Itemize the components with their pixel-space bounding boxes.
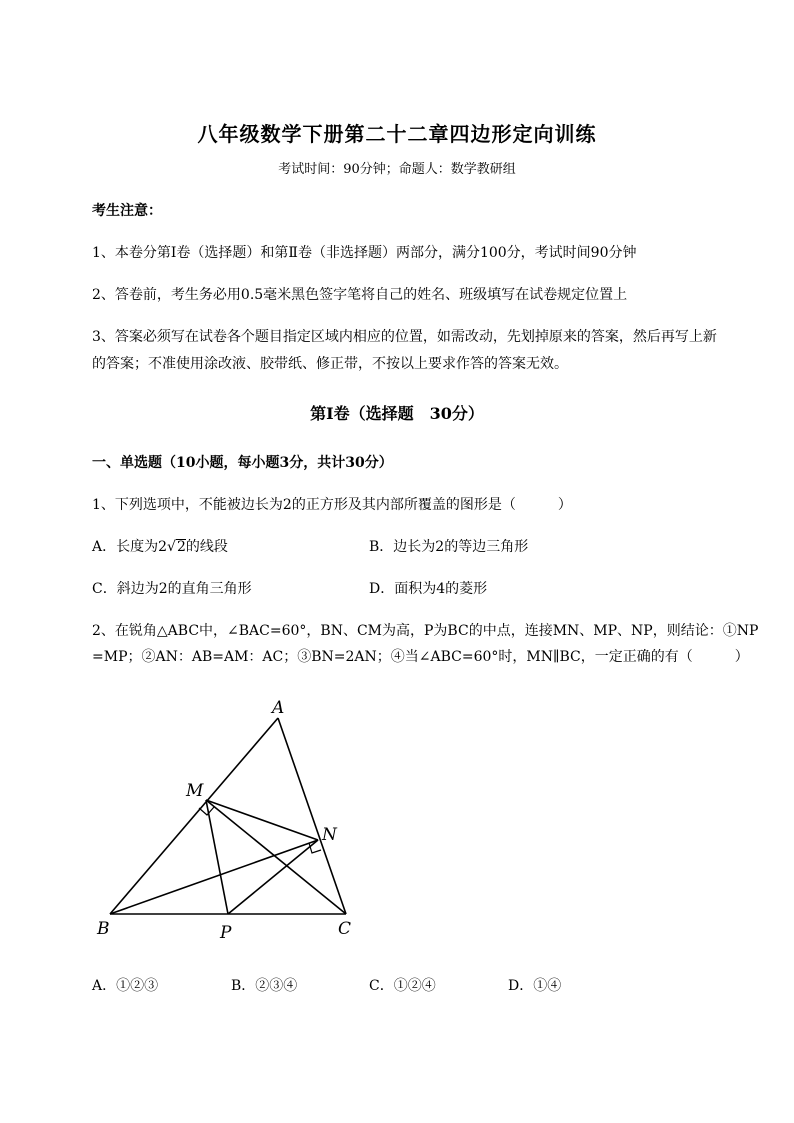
segment-cm bbox=[206, 800, 346, 914]
question-2-stem-line-2: =MP；②AN：AB=AM：AC；③BN=2AN；④当∠ABC=60°时，MN∥BC，一定正确的有（ ） bbox=[92, 649, 749, 665]
label-m: M bbox=[186, 781, 204, 801]
option-a-coefficient: 2 bbox=[158, 539, 168, 555]
label-p: P bbox=[220, 923, 232, 943]
question-1-option-b: B．边长为2的等边三角形 bbox=[369, 539, 529, 555]
question-2-stem-line-1: 2、在锐角△ABC中，∠BAC=60°，BN、CM为高，P为BC的中点，连接MN、MP、NP，则结论：①NP bbox=[92, 623, 759, 639]
notice-item-3-cont: 的答案；不准使用涂改液、胶带纸、修正带，不按以上要求作答的答案无效。 bbox=[92, 356, 568, 372]
segment-mp bbox=[206, 800, 228, 914]
notice-heading: 考生注意： bbox=[92, 203, 162, 219]
option-a-suffix: 的线段 bbox=[185, 539, 228, 555]
notice-item-2: 2、答卷前，考生务必用0.5毫米黑色签字笔将自己的姓名、班级填写在试卷规定位置上 bbox=[92, 287, 628, 303]
section-title: 第I卷（选择题 30分） bbox=[310, 404, 484, 423]
label-c: C bbox=[338, 919, 352, 939]
right-angle-mark-n bbox=[309, 843, 321, 853]
question-1-stem: 1、下列选项中，不能被边长为2的正方形及其内部所覆盖的图形是（ ） bbox=[92, 497, 572, 513]
radical-sign: √ bbox=[167, 539, 176, 555]
label-a: A bbox=[272, 698, 285, 718]
question-1-option-c: C．斜边为2的直角三角形 bbox=[92, 581, 252, 597]
segment-np bbox=[228, 840, 318, 914]
segment-ac bbox=[278, 718, 346, 914]
notice-item-3: 3、答案必须写在试卷各个题目指定区域内相应的位置，如需改动，先划掉原来的答案，然后再写上新 bbox=[92, 329, 717, 345]
segment-mn bbox=[206, 800, 318, 840]
question-2-option-d: D．①④ bbox=[508, 978, 562, 994]
label-n: N bbox=[322, 825, 337, 845]
question-2-option-a: A．①②③ bbox=[92, 978, 159, 994]
question-2-option-c: C．①②④ bbox=[369, 978, 436, 994]
option-a-prefix: A．长度为 bbox=[92, 539, 159, 555]
question-1-option-d: D．面积为4的菱形 bbox=[369, 581, 488, 597]
part-heading: 一、单选题（10小题，每小题3分，共计30分） bbox=[92, 455, 393, 471]
notice-item-1: 1、本卷分第I卷（选择题）和第Ⅱ卷（非选择题）两部分，满分100分，考试时间90分钟 bbox=[92, 245, 637, 261]
label-b: B bbox=[97, 919, 110, 939]
question-2-option-b: B．②③④ bbox=[231, 978, 298, 994]
document-title: 八年级数学下册第二十二章四边形定向训练 bbox=[197, 122, 597, 146]
exam-info: 考试时间：90分钟；命题人：数学教研组 bbox=[278, 162, 516, 177]
option-a-radicand: 2 bbox=[176, 539, 186, 555]
